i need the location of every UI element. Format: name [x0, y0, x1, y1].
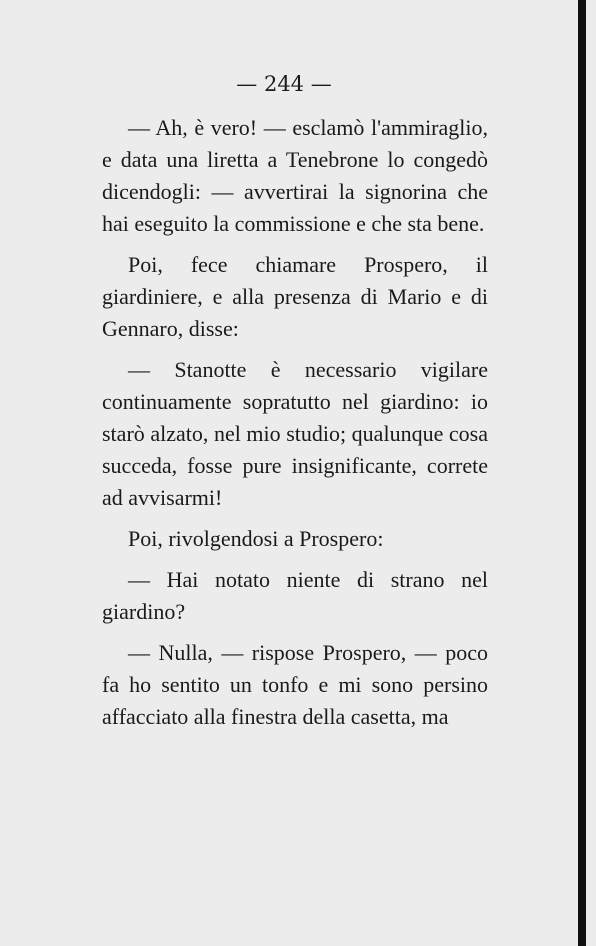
paragraph: — Ah, è vero! — esclamò l'ammiraglio, e data una liretta a Tenebrone lo congedò dicendogli: — avvertirai la signorina che hai eseguito la commissione e che sta bene. — [102, 115, 488, 236]
page-number: — 244 — — [236, 72, 332, 96]
page-body — [102, 112, 488, 742]
paragraph: — Hai notato niente di strano nel giardino? — [102, 567, 488, 624]
paragraph: — Stanotte è necessario vigilare continuamente sopratutto nel giardino: io starò alzato, nel mio studio; qualunque cosa succeda, fosse pure insignificante, correte ad avvisarmi! — [102, 357, 488, 510]
paragraph: Poi, fece chiamare Prospero, il giardiniere, e alla presenza di Mario e di Gennaro, disse: — [102, 252, 488, 341]
paragraph: Poi, rivolgendosi a Prospero: — [128, 526, 384, 551]
paragraph: — Nulla, — rispose Prospero, — poco fa ho sentito un tonfo e mi sono persino affacciato alla finestra della casetta, ma — [102, 640, 488, 729]
page-edge-shadow — [578, 0, 586, 946]
